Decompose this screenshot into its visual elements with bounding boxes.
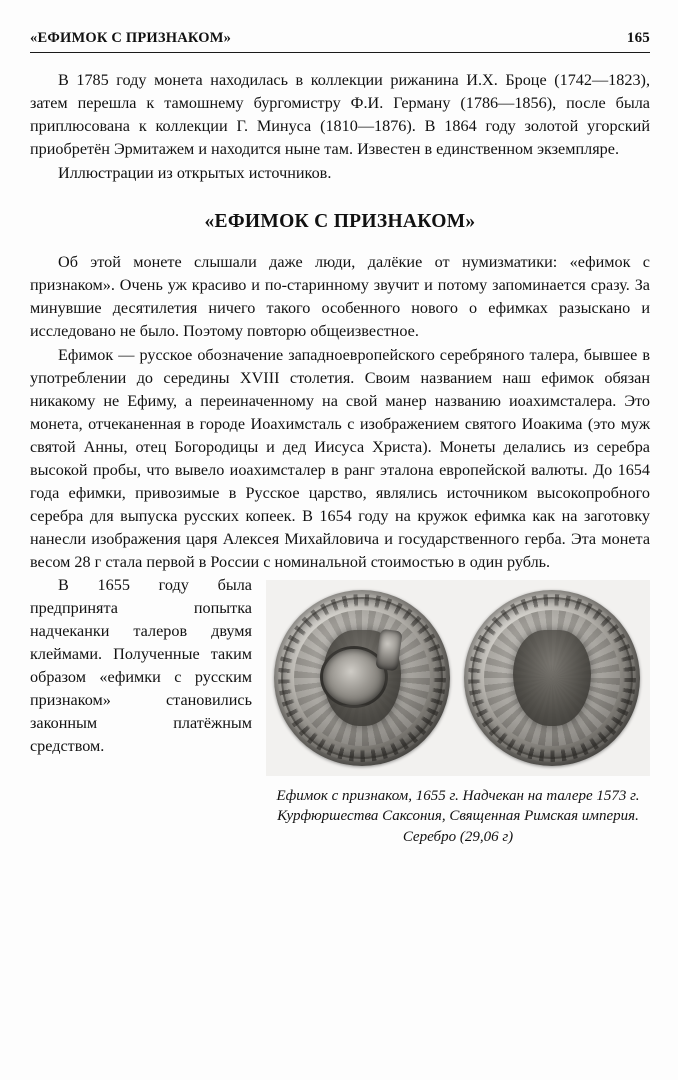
paragraph-4: Ефимок — русское обозначение западноевропейского серебряного талера, бывшее в употреблении до середины XVIII столетия. Своим названием наш ефимок обязан никакому не Ефиму, а переиначенному на свой манер названию иоахимсталера. Это монета, отчеканенная в городе Иоахимсталь с изображением святого Иоакима (это муж святой Анны, отец Богородицы и дед Иисуса Христа). Монеты делались из серебра высокой пробы, что вывело иоахимсталер в ранг эталона европейской валюты. До 1654 года ефимки, привозимые в Русское царство, являлись источником высокопробного серебра для выпуска русских копеек. В 1654 году на кружок ефимка как на заготовку нанесли изображения царя Алексея Михайловича и государственного герба. Эта монета весом 28 г стала первой в России с номинальной стоимостью в один рубль.: [30, 346, 650, 571]
page-content: [30, 30, 650, 851]
header-rule: [30, 52, 650, 53]
running-head-title: «ЕФИМОК С ПРИЗНАКОМ»: [30, 30, 232, 46]
coin-photograph: [266, 580, 650, 776]
coin-figure: [266, 580, 650, 847]
figure-caption: Ефимок с признаком, 1655 г. Надчекан на талере 1573 г. Курфюршества Саксония, Священная Римская империя. Серебро (29,06 г): [276, 788, 640, 845]
paragraph-1: В 1785 году монета находилась в коллекции рижанина И.Х. Броце (1742—1823), затем перешла к тамошнему бургомистру Ф.И. Герману (1786—1856), после была приплюсована к коллекции Г. Минуса (1810—1876). В 1864 году золотой угорский приобретён Эрмитажем и находится ныне там. Известен в единственном экземпляре.: [30, 71, 650, 158]
page-number: 165: [626, 30, 650, 46]
coin-obverse-icon: [274, 590, 450, 766]
section-title: «ЕФИМОК С ПРИЗНАКОМ»: [204, 211, 476, 232]
coin-motif-reverse: [513, 630, 591, 726]
paragraph-2: Иллюстрации из открытых источников.: [58, 164, 332, 182]
coin-reverse-icon: [464, 590, 640, 766]
running-head: [30, 30, 650, 47]
paragraph-3: Об этой монете слышали даже люди, далёкие от нумизматики: «ефимок с признаком». Очень уж красиво и по-старинному звучит и потому запоминается сразу. За минувшие десятилетия ничего такого особенного нового о ефимках разыскано и исследовано не было. Поэтому повторю общеизвестное.: [30, 253, 650, 340]
paragraph-5: В 1655 году была предпринята попытка надчеканки талеров двумя клеймами. Полученные таким образом «ефимки с русским признаком» становились законным платёжным средством.: [30, 576, 252, 755]
